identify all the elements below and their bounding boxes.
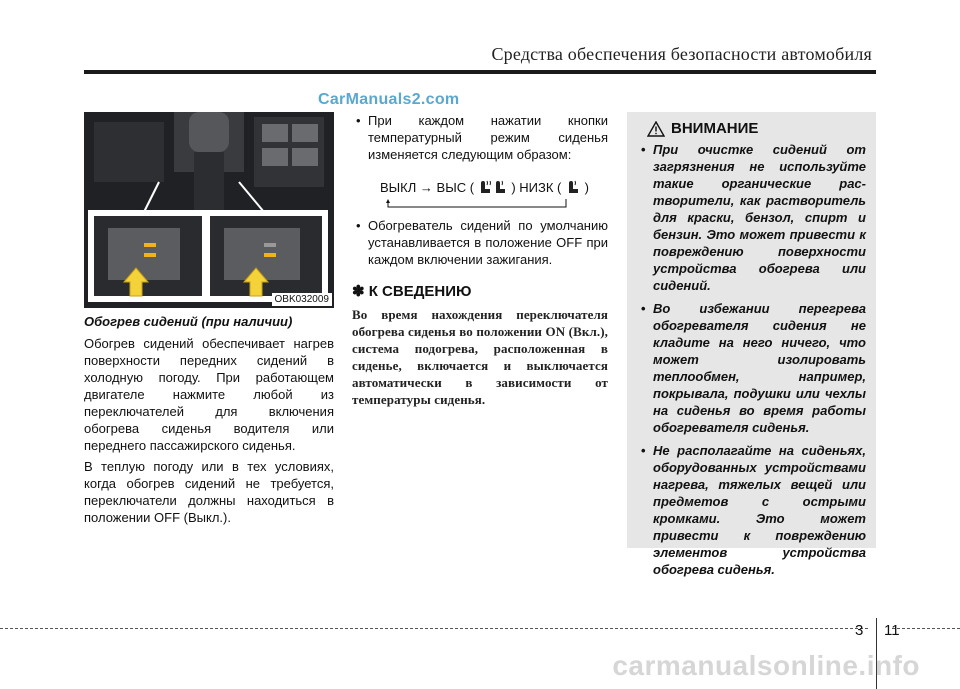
bullet-dot: • [641, 443, 646, 458]
middle-column [352, 112, 608, 408]
warning-item-text: При очистке сидений от загрязнения не используйте такие органические рас-творители, как растворитель для краски, бензол, спирт и бензин. Это может привести к повреждению поверхности устройства обогрева или сидений. [653, 142, 866, 293]
bullet-item [352, 112, 608, 163]
warning-triangle-icon [647, 121, 665, 137]
seat-heater-photo [84, 112, 334, 308]
warning-item-text: Во избежании перегрева обогревателя сидения не кладите на него ничего, что может изолировать теплообмен, например, покрывала, подушки или чехлы на сиденья во время работы обогревателя сиденья. [653, 301, 866, 435]
heating-mode-sequence [352, 169, 608, 209]
footer-dashed-rule [892, 628, 960, 629]
watermark-bottom[interactable]: carmanualsonline.info [612, 650, 920, 681]
warning-item-text: Не располагайте на сиденьях, оборудованных устройствами нагрева, тяжелых вещей или предметов с острыми кромками. Это может привести к повреждению элементов устройства обогрева сиденья. [653, 443, 866, 577]
mode-high-label: ВЫС ( [436, 180, 475, 195]
return-arrow-icon [386, 199, 568, 209]
mode-off-label: ВЫКЛ [380, 180, 417, 195]
header-rule [84, 70, 876, 74]
watermark-top[interactable]: CarManuals2.com [318, 91, 460, 108]
sequence-line [380, 179, 589, 195]
warning-item [641, 442, 866, 578]
warning-title-row [647, 120, 866, 137]
bullet-text-2: Обогреватель сидений по умолчанию устанавливается в положение OFF при каждом включении зажигания. [368, 218, 608, 267]
footer-dashed-rule [0, 628, 868, 629]
mode-low-label: ) НИЗК ( [511, 180, 562, 195]
bullet-dot: • [641, 142, 646, 157]
bullet-dot: • [356, 113, 361, 128]
seat-heat-low-icon [565, 179, 581, 195]
bullet-item [352, 217, 608, 268]
warning-box [627, 112, 876, 577]
left-column [84, 314, 334, 530]
warning-title: ВНИМАНИЕ [671, 120, 759, 137]
left-paragraph-1: Обогрев сидений обеспечивает нагрев поверхности передних сидений в холодную погоду. При работающем двигателе нажмите любой из переключателей для включения обогрева сиденья водителя или переднего пассажирского сиденья. [84, 336, 334, 453]
info-heading: ✽ К СВЕДЕНИЮ [352, 283, 472, 300]
console-illustration [84, 112, 334, 308]
left-paragraph-2: В теплую погоду или в тех условиях, когда обогрев сидений не требуется, переключатели должны находиться в положении OFF (Выкл.). [84, 459, 334, 525]
section-subheading: Обогрев сидений (при наличии) [84, 314, 293, 329]
warning-item [641, 141, 866, 294]
sequence-close: ) [584, 180, 589, 195]
bullet-text-1: При каждом нажатии кнопки температурный режим сиденья изменяется следующим образом: [368, 113, 608, 162]
bullet-dot: • [356, 218, 361, 233]
warning-item [641, 300, 866, 436]
bullet-dot: • [641, 301, 646, 316]
photo-caption: OBK032009 [272, 293, 333, 306]
arrow-icon: → [419, 180, 433, 195]
page-header-title: Средства обеспечения безопасности автомобиля [491, 44, 872, 64]
info-text: Во время нахождения переключателя обогрева сиденья во положении ON (Вкл.), система подогрева, расположенная в сиденье, включается и выключается автоматически в зависимости от температуры сиденья. [352, 307, 608, 407]
section-number: 3 [855, 622, 864, 639]
seat-heat-high-icon [478, 179, 508, 195]
page-number: 11 [884, 622, 900, 639]
